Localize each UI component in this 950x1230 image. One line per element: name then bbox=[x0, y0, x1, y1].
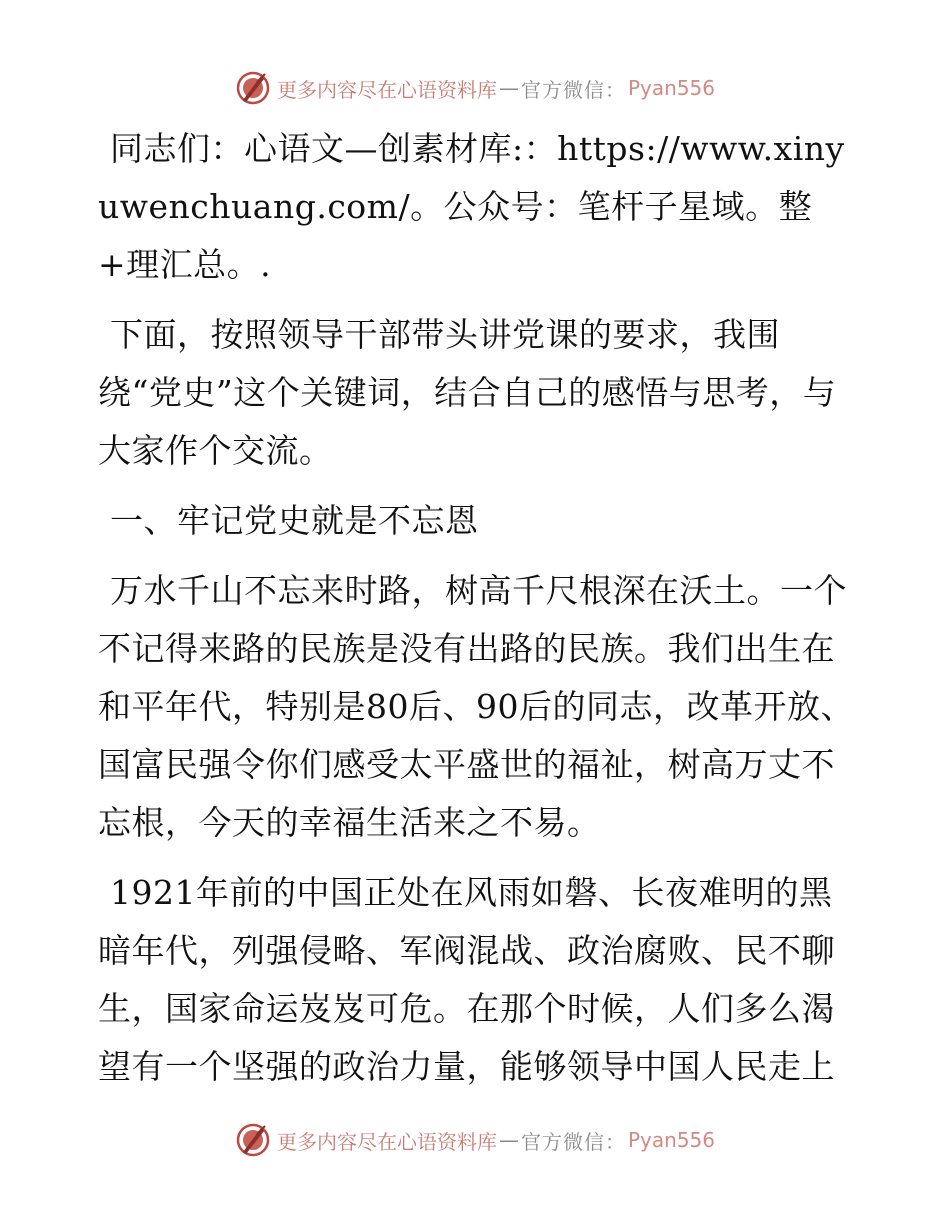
banner-official-label: 官方微信： bbox=[520, 1129, 626, 1154]
banner-wechat-id: Pyan556 bbox=[627, 1128, 715, 1152]
banner-main-text: 更多内容尽在心语资料库 bbox=[276, 1129, 497, 1154]
banner-wechat-id: Pyan556 bbox=[627, 76, 715, 100]
red-quill-seal-icon bbox=[235, 1122, 271, 1158]
document-body bbox=[98, 120, 858, 1108]
banner-dash: — bbox=[498, 76, 519, 100]
banner-dash: — bbox=[498, 1128, 519, 1152]
header-banner bbox=[0, 68, 950, 108]
section-heading: 一、牢记党史就是不忘恩 bbox=[110, 501, 479, 540]
paragraph-opening: 下面，按照领导干部带头讲党课的要求，我围绕“党史”这个关键词，结合自己的感悟与思考，与大家作个交流。 bbox=[98, 315, 837, 470]
footer-banner bbox=[0, 1120, 950, 1160]
banner-official-label: 官方微信： bbox=[520, 77, 626, 102]
paragraph-intro: 同志们：心语文—创素材库:：https://www.xinyuwenchuang.com/。公众号：笔杆子星域。整+理汇总。. bbox=[98, 129, 845, 284]
paragraph-body-2: 1921年前的中国正处在风雨如磐、长夜难明的黑暗年代，列强侵略、军阀混战、政治腐败、民不聊生，国家命运岌岌可危。在那个时候，人们多么渴望有一个坚强的政治力量，能够领导中国人民走上 bbox=[98, 873, 835, 1086]
red-quill-seal-icon bbox=[235, 70, 271, 106]
banner-main-text: 更多内容尽在心语资料库 bbox=[276, 77, 497, 102]
paragraph-body-1: 万水千山不忘来时路，树高千尺根深在沃土。一个不记得来路的民族是没有出路的民族。我们出生在和平年代，特别是80后、90后的同志，改革开放、国富民强令你们感受太平盛世的福祉，树高万丈不忘根，今天的幸福生活来之不易。 bbox=[98, 571, 854, 842]
